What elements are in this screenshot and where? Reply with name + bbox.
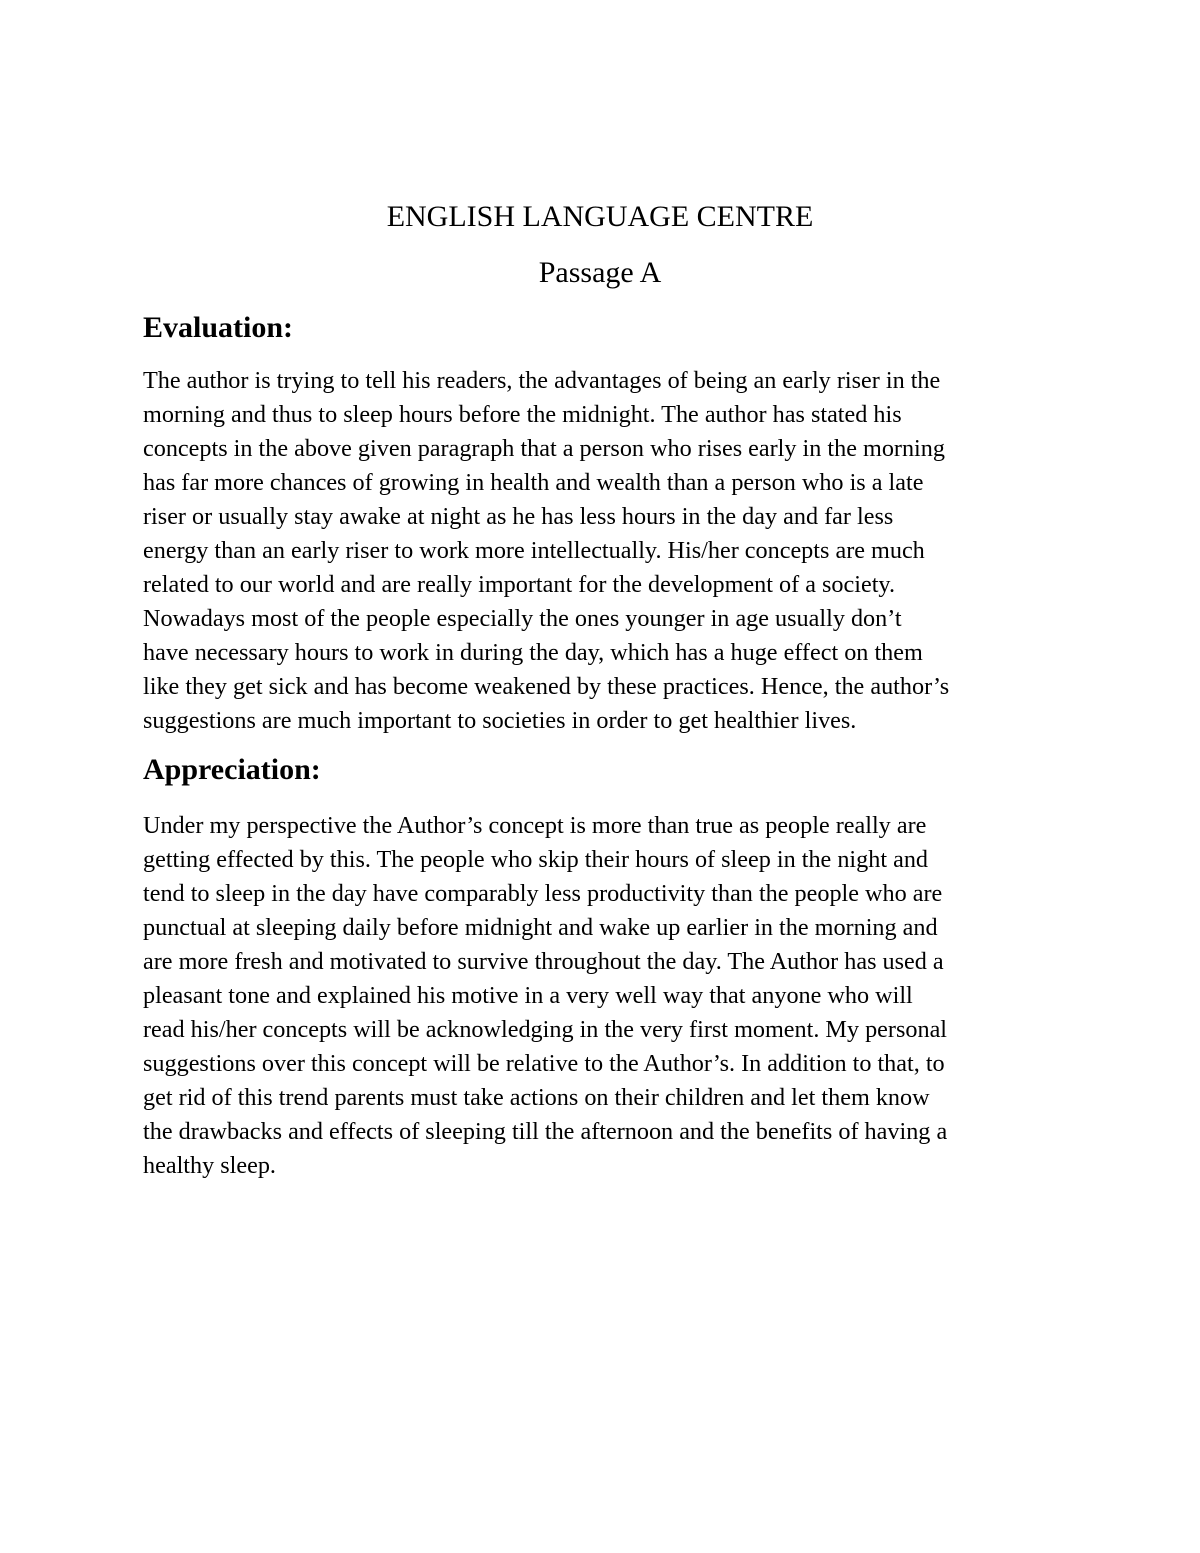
text-line: morning and thus to sleep hours before the midnight. The author has stated his bbox=[143, 401, 902, 428]
passage-title: Passage A bbox=[538, 256, 662, 289]
evaluation-paragraph bbox=[143, 364, 1058, 738]
text-line: concepts in the above given paragraph that a person who rises early in the morning bbox=[143, 435, 945, 462]
text-line: Under my perspective the Author’s concept is more than true as people really are bbox=[143, 812, 927, 839]
text-line: get rid of this trend parents must take actions on their children and let them know bbox=[143, 1084, 930, 1111]
appreciation-paragraph bbox=[143, 809, 1058, 1183]
text-line: The author is trying to tell his readers, the advantages of being an early riser in the bbox=[143, 367, 941, 394]
text-line: getting effected by this. The people who skip their hours of sleep in the night and bbox=[143, 846, 929, 873]
text-line: like they get sick and has become weakened by these practices. Hence, the author’s bbox=[143, 673, 950, 700]
text-line: read his/her concepts will be acknowledging in the very first moment. My personal bbox=[143, 1016, 948, 1043]
text-line: tend to sleep in the day have comparably less productivity than the people who are bbox=[143, 880, 943, 907]
text-line: have necessary hours to work in during the day, which has a huge effect on them bbox=[143, 639, 923, 666]
text-line: has far more chances of growing in health and wealth than a person who is a late bbox=[143, 469, 924, 496]
evaluation-heading: Evaluation: bbox=[143, 311, 294, 344]
text-line: Nowadays most of the people especially the ones younger in age usually don’t bbox=[143, 605, 902, 632]
text-line: suggestions are much important to societies in order to get healthier lives. bbox=[143, 707, 857, 734]
text-line: are more fresh and motivated to survive throughout the day. The Author has used a bbox=[143, 948, 944, 975]
text-line: healthy sleep. bbox=[143, 1152, 276, 1179]
appreciation-heading: Appreciation: bbox=[143, 753, 321, 786]
text-line: punctual at sleeping daily before midnight and wake up earlier in the morning and bbox=[143, 914, 938, 941]
text-line: riser or usually stay awake at night as he has less hours in the day and far less bbox=[143, 503, 894, 530]
document-title: ENGLISH LANGUAGE CENTRE bbox=[386, 200, 814, 233]
text-line: suggestions over this concept will be relative to the Author’s. In addition to that, to bbox=[143, 1050, 945, 1077]
text-line: pleasant tone and explained his motive in a very well way that anyone who will bbox=[143, 982, 913, 1009]
text-line: the drawbacks and effects of sleeping till the afternoon and the benefits of having a bbox=[143, 1118, 948, 1145]
text-line: related to our world and are really important for the development of a society. bbox=[143, 571, 895, 598]
text-line: energy than an early riser to work more intellectually. His/her concepts are much bbox=[143, 537, 925, 564]
